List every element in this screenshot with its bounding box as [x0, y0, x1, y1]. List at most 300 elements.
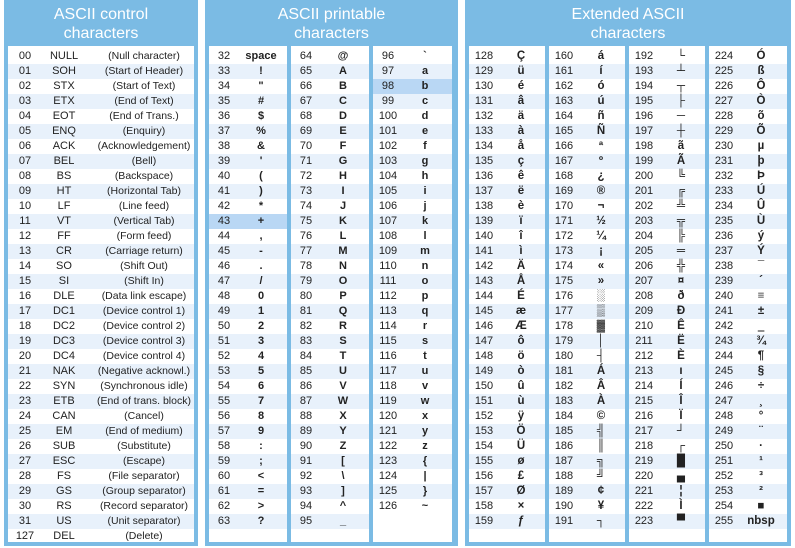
char-code: 41	[217, 185, 231, 197]
char-abbreviation: EOT	[52, 110, 76, 122]
table-row	[209, 79, 287, 94]
char-glyph: ÿ	[517, 410, 525, 422]
table-row	[549, 139, 625, 154]
char-code: 136	[474, 170, 494, 182]
char-code: 140	[474, 230, 494, 242]
char-code: 23	[18, 395, 32, 407]
char-glyph: ©	[596, 410, 606, 422]
table-row	[373, 319, 452, 334]
char-code: 247	[714, 395, 734, 407]
char-glyph: «	[597, 260, 605, 272]
char-abbreviation: FF	[57, 230, 71, 242]
table-row	[469, 109, 545, 124]
char-glyph: ▀	[676, 515, 686, 527]
char-code: 145	[474, 305, 494, 317]
char-code: 48	[217, 290, 231, 302]
table-row	[373, 124, 452, 139]
char-description: (End of medium)	[105, 425, 183, 437]
table-row	[291, 244, 369, 259]
char-description: (Escape)	[122, 455, 165, 467]
char-code: 24	[18, 410, 32, 422]
char-glyph: |	[423, 470, 427, 482]
printable-column-2	[291, 46, 369, 542]
char-glyph: "	[258, 80, 264, 92]
table-row	[549, 499, 625, 514]
table-row	[373, 244, 452, 259]
char-code: 237	[714, 245, 734, 257]
table-row	[549, 94, 625, 109]
table-row	[709, 259, 787, 274]
char-code: 252	[714, 470, 734, 482]
table-row	[291, 304, 369, 319]
table-row	[629, 439, 705, 454]
char-glyph: ³	[759, 470, 763, 482]
char-glyph: *	[258, 200, 264, 212]
table-row	[209, 244, 287, 259]
char-description: (Device control 3)	[102, 335, 186, 347]
char-description: (Carriage return)	[105, 245, 183, 257]
table-row	[291, 424, 369, 439]
table-row	[373, 499, 452, 514]
table-row	[8, 364, 194, 379]
char-glyph: -	[259, 245, 263, 257]
char-code: 154	[474, 440, 494, 452]
table-row	[469, 319, 545, 334]
char-glyph: ù	[517, 395, 525, 407]
table-row	[549, 334, 625, 349]
char-glyph: ´	[759, 275, 763, 287]
char-description: (Synchronous idle)	[100, 380, 188, 392]
char-glyph: ╝	[596, 470, 606, 482]
char-abbreviation: ESC	[52, 455, 76, 467]
char-code: 131	[474, 95, 494, 107]
char-code: 123	[378, 455, 398, 467]
char-code: 129	[474, 65, 494, 77]
char-glyph: B	[339, 80, 347, 92]
table-row	[629, 124, 705, 139]
char-code: 211	[635, 335, 653, 347]
char-glyph: È	[677, 350, 685, 362]
table-row	[469, 394, 545, 409]
char-code: 124	[378, 470, 398, 482]
extended-column-4	[709, 46, 787, 542]
char-glyph: ¼	[596, 230, 606, 242]
char-glyph: Ú	[756, 185, 766, 197]
char-code: 83	[299, 335, 313, 347]
char-code: 29	[18, 485, 32, 497]
char-code: 175	[554, 275, 574, 287]
char-glyph: Ñ	[596, 125, 606, 137]
table-row	[8, 49, 194, 64]
char-code: 228	[714, 110, 734, 122]
char-code: 185	[554, 425, 574, 437]
char-glyph: Ô	[756, 80, 766, 92]
char-code: 191	[554, 515, 574, 527]
table-row	[469, 289, 545, 304]
char-glyph: â	[517, 95, 525, 107]
char-code: 99	[381, 95, 395, 107]
char-glyph: P	[339, 290, 347, 302]
char-description: (Start of Text)	[112, 80, 176, 92]
table-row	[8, 469, 194, 484]
table-row	[291, 109, 369, 124]
table-row	[8, 199, 194, 214]
char-code: 09	[18, 185, 32, 197]
char-code: 11	[19, 215, 31, 227]
char-code: 111	[379, 275, 397, 287]
char-code: 82	[299, 320, 313, 332]
char-glyph: ö	[517, 350, 525, 362]
char-code: 47	[217, 275, 231, 287]
char-glyph: Ð	[676, 305, 686, 317]
table-row	[291, 79, 369, 94]
table-row	[549, 124, 625, 139]
char-code: 212	[634, 350, 654, 362]
char-abbreviation: ENQ	[52, 125, 76, 137]
char-description: (Shift In)	[124, 275, 164, 287]
char-code: 208	[634, 290, 654, 302]
char-glyph: ╔	[676, 185, 686, 197]
char-glyph: ï	[519, 215, 523, 227]
char-glyph: õ	[757, 110, 765, 122]
table-row	[291, 139, 369, 154]
char-glyph: ü	[517, 65, 525, 77]
char-code: 207	[634, 275, 654, 287]
char-glyph: 3	[257, 335, 265, 347]
char-abbreviation: ETX	[53, 95, 75, 107]
char-code: 67	[299, 95, 313, 107]
table-row	[549, 229, 625, 244]
table-row	[469, 124, 545, 139]
char-code: 183	[554, 395, 574, 407]
char-code: 12	[18, 230, 32, 242]
char-description: (Bell)	[131, 155, 157, 167]
char-abbreviation: DC2	[52, 320, 75, 332]
char-description: (Enquiry)	[122, 125, 166, 137]
char-glyph: space	[245, 50, 277, 62]
char-glyph: À	[596, 395, 606, 407]
char-abbreviation: DC3	[52, 335, 75, 347]
char-code: 203	[634, 215, 654, 227]
table-row	[709, 64, 787, 79]
table-row	[373, 394, 452, 409]
char-abbreviation: VT	[56, 215, 72, 227]
char-code: 65	[299, 65, 313, 77]
extended-title-line1: Extended ASCII	[571, 6, 685, 23]
table-row	[469, 304, 545, 319]
table-row	[629, 214, 705, 229]
char-glyph: §	[757, 365, 765, 377]
char-glyph: ┼	[676, 125, 686, 137]
char-glyph: í	[599, 65, 603, 77]
char-code: 177	[554, 305, 574, 317]
char-code: 75	[299, 215, 313, 227]
char-code: 135	[474, 155, 494, 167]
char-glyph: 7	[257, 395, 265, 407]
char-glyph: █	[676, 455, 686, 467]
char-code: 14	[18, 260, 32, 272]
char-code: 69	[299, 125, 313, 137]
char-glyph: 6	[257, 380, 265, 392]
char-glyph: M	[338, 245, 348, 257]
char-code: 130	[474, 80, 494, 92]
char-code: 151	[474, 395, 494, 407]
char-glyph: N	[339, 260, 347, 272]
table-row	[549, 364, 625, 379]
table-row	[469, 274, 545, 289]
table-row	[469, 484, 545, 499]
table-row	[373, 289, 452, 304]
char-glyph: `	[423, 50, 427, 62]
char-code: 100	[378, 110, 398, 122]
table-row	[8, 379, 194, 394]
table-row	[709, 244, 787, 259]
char-code: 30	[18, 500, 32, 512]
char-glyph: X	[339, 410, 347, 422]
table-row	[373, 229, 452, 244]
char-code: 104	[378, 170, 398, 182]
char-glyph: ¿	[597, 170, 605, 182]
char-glyph: H	[339, 170, 347, 182]
table-row	[8, 394, 194, 409]
table-row	[291, 469, 369, 484]
table-row	[629, 499, 705, 514]
char-code: 81	[299, 305, 313, 317]
char-code: 21	[18, 365, 32, 377]
table-row	[469, 334, 545, 349]
char-code: 109	[378, 245, 398, 257]
char-code: 198	[634, 140, 654, 152]
char-glyph: ┬	[676, 80, 686, 92]
table-row	[8, 79, 194, 94]
char-description: (Delete)	[125, 530, 163, 542]
char-glyph: m	[420, 245, 430, 257]
char-code: 181	[554, 365, 574, 377]
table-row	[469, 169, 545, 184]
char-code: 164	[554, 110, 574, 122]
char-glyph: ┐	[596, 515, 606, 527]
table-row	[209, 304, 287, 319]
table-row	[469, 499, 545, 514]
extended-characters-panel	[465, 0, 791, 546]
char-code: 07	[18, 155, 32, 167]
char-glyph: é	[517, 80, 525, 92]
char-glyph: Q	[338, 305, 348, 317]
char-glyph: ░	[596, 290, 606, 302]
char-code: 155	[474, 455, 494, 467]
char-code: 165	[554, 125, 574, 137]
table-row	[709, 154, 787, 169]
char-glyph: Â	[596, 380, 606, 392]
char-glyph: ø	[517, 455, 525, 467]
char-code: 134	[474, 140, 494, 152]
table-row	[549, 484, 625, 499]
table-row	[373, 334, 452, 349]
char-code: 250	[714, 440, 734, 452]
char-code: 96	[381, 50, 395, 62]
char-abbreviation: ETB	[53, 395, 75, 407]
char-glyph: k	[421, 215, 429, 227]
char-glyph: ╠	[676, 230, 686, 242]
char-code: 173	[554, 245, 574, 257]
control-characters-panel	[4, 0, 198, 546]
char-code: 59	[217, 455, 231, 467]
char-glyph: ╗	[596, 455, 606, 467]
char-code: 95	[299, 515, 313, 527]
char-glyph: ¢	[597, 485, 605, 497]
table-row	[469, 454, 545, 469]
table-row	[469, 139, 545, 154]
table-row	[209, 469, 287, 484]
char-description: (Null character)	[108, 50, 180, 62]
table-row	[549, 439, 625, 454]
table-row	[469, 364, 545, 379]
char-abbreviation: BS	[56, 170, 72, 182]
char-code: 127	[15, 530, 35, 542]
table-row	[629, 259, 705, 274]
table-row	[549, 424, 625, 439]
char-code: 226	[714, 80, 734, 92]
char-code: 27	[18, 455, 32, 467]
char-code: 224	[714, 50, 734, 62]
table-row	[709, 454, 787, 469]
char-code: 79	[299, 275, 313, 287]
char-glyph: ^	[339, 500, 347, 512]
char-glyph: Z	[339, 440, 347, 452]
char-glyph: Ä	[516, 260, 526, 272]
char-code: 243	[714, 335, 734, 347]
table-row	[209, 199, 287, 214]
char-glyph: ▄	[676, 470, 686, 482]
char-code: 150	[474, 380, 494, 392]
table-row	[209, 349, 287, 364]
char-abbreviation: DC4	[52, 350, 75, 362]
char-glyph: h	[421, 170, 429, 182]
table-row	[709, 364, 787, 379]
char-glyph: =	[257, 485, 265, 497]
table-row	[629, 364, 705, 379]
char-glyph: Ø	[516, 485, 526, 497]
char-glyph: ═	[676, 245, 686, 257]
extended-column-3	[629, 46, 705, 542]
table-row	[8, 514, 194, 529]
char-code: 235	[714, 215, 734, 227]
char-code: 128	[474, 50, 494, 62]
char-code: 234	[714, 200, 734, 212]
table-row	[549, 259, 625, 274]
char-abbreviation: CR	[56, 245, 72, 257]
table-row	[629, 424, 705, 439]
table-row	[291, 274, 369, 289]
char-code: 194	[634, 80, 654, 92]
char-code: 171	[554, 215, 574, 227]
char-code: 28	[18, 470, 32, 482]
char-abbreviation: DLE	[53, 290, 75, 302]
table-row	[549, 109, 625, 124]
char-glyph: ¬	[597, 200, 605, 212]
table-row	[209, 94, 287, 109]
table-row	[469, 439, 545, 454]
char-code: 98	[381, 80, 395, 92]
char-glyph: ¾	[756, 335, 766, 347]
char-description: (Device control 2)	[102, 320, 186, 332]
char-code: 18	[18, 320, 32, 332]
char-code: 44	[217, 230, 231, 242]
char-glyph: ┴	[676, 65, 686, 77]
char-code: 216	[634, 410, 654, 422]
char-glyph: G	[338, 155, 348, 167]
char-glyph: p	[421, 290, 429, 302]
char-description: (Vertical Tab)	[113, 215, 175, 227]
char-code: 236	[714, 230, 734, 242]
char-abbreviation: SUB	[52, 440, 76, 452]
table-row	[373, 424, 452, 439]
char-code: 02	[18, 80, 32, 92]
char-code: 142	[474, 260, 494, 272]
char-glyph: +	[257, 215, 265, 227]
char-code: 225	[714, 65, 734, 77]
char-description: (Form feed)	[116, 230, 172, 242]
table-row	[549, 184, 625, 199]
char-glyph: ─	[676, 110, 686, 122]
table-row	[549, 289, 625, 304]
char-code: 200	[634, 170, 654, 182]
char-glyph: g	[421, 155, 429, 167]
char-glyph: ®	[596, 185, 606, 197]
char-code: 255	[714, 515, 734, 527]
char-code: 34	[217, 80, 231, 92]
table-row	[8, 229, 194, 244]
char-code: 72	[299, 170, 313, 182]
table-row	[549, 514, 625, 529]
char-abbreviation: SI	[58, 275, 70, 287]
table-row	[8, 169, 194, 184]
char-code: 139	[474, 215, 494, 227]
table-row	[469, 199, 545, 214]
char-glyph: ¶	[757, 350, 765, 362]
char-glyph: t	[423, 350, 427, 362]
char-glyph: Ò	[756, 95, 766, 107]
table-row	[209, 49, 287, 64]
char-code: 223	[634, 515, 654, 527]
char-description: (Device control 1)	[102, 305, 186, 317]
table-row	[291, 64, 369, 79]
char-glyph: ┘	[676, 425, 686, 437]
char-code: 13	[18, 245, 32, 257]
char-code: 38	[217, 140, 231, 152]
char-glyph: þ	[757, 155, 765, 167]
char-code: 176	[554, 290, 574, 302]
char-glyph: {	[422, 455, 428, 467]
char-glyph: @	[337, 50, 349, 62]
char-code: 205	[634, 245, 654, 257]
extended-column-2	[549, 46, 625, 542]
char-glyph: Î	[679, 395, 683, 407]
table-row	[8, 529, 194, 542]
char-code: 116	[379, 350, 397, 362]
char-code: 168	[554, 170, 574, 182]
table-row	[8, 289, 194, 304]
char-glyph: ¦	[679, 485, 683, 497]
char-glyph: Ã	[676, 155, 686, 167]
char-abbreviation: DC1	[52, 305, 75, 317]
char-glyph: ð	[677, 290, 685, 302]
char-code: 68	[299, 110, 313, 122]
char-glyph: ¤	[677, 275, 685, 287]
char-glyph: s	[421, 335, 429, 347]
char-code: 66	[299, 80, 313, 92]
char-code: 60	[217, 470, 231, 482]
